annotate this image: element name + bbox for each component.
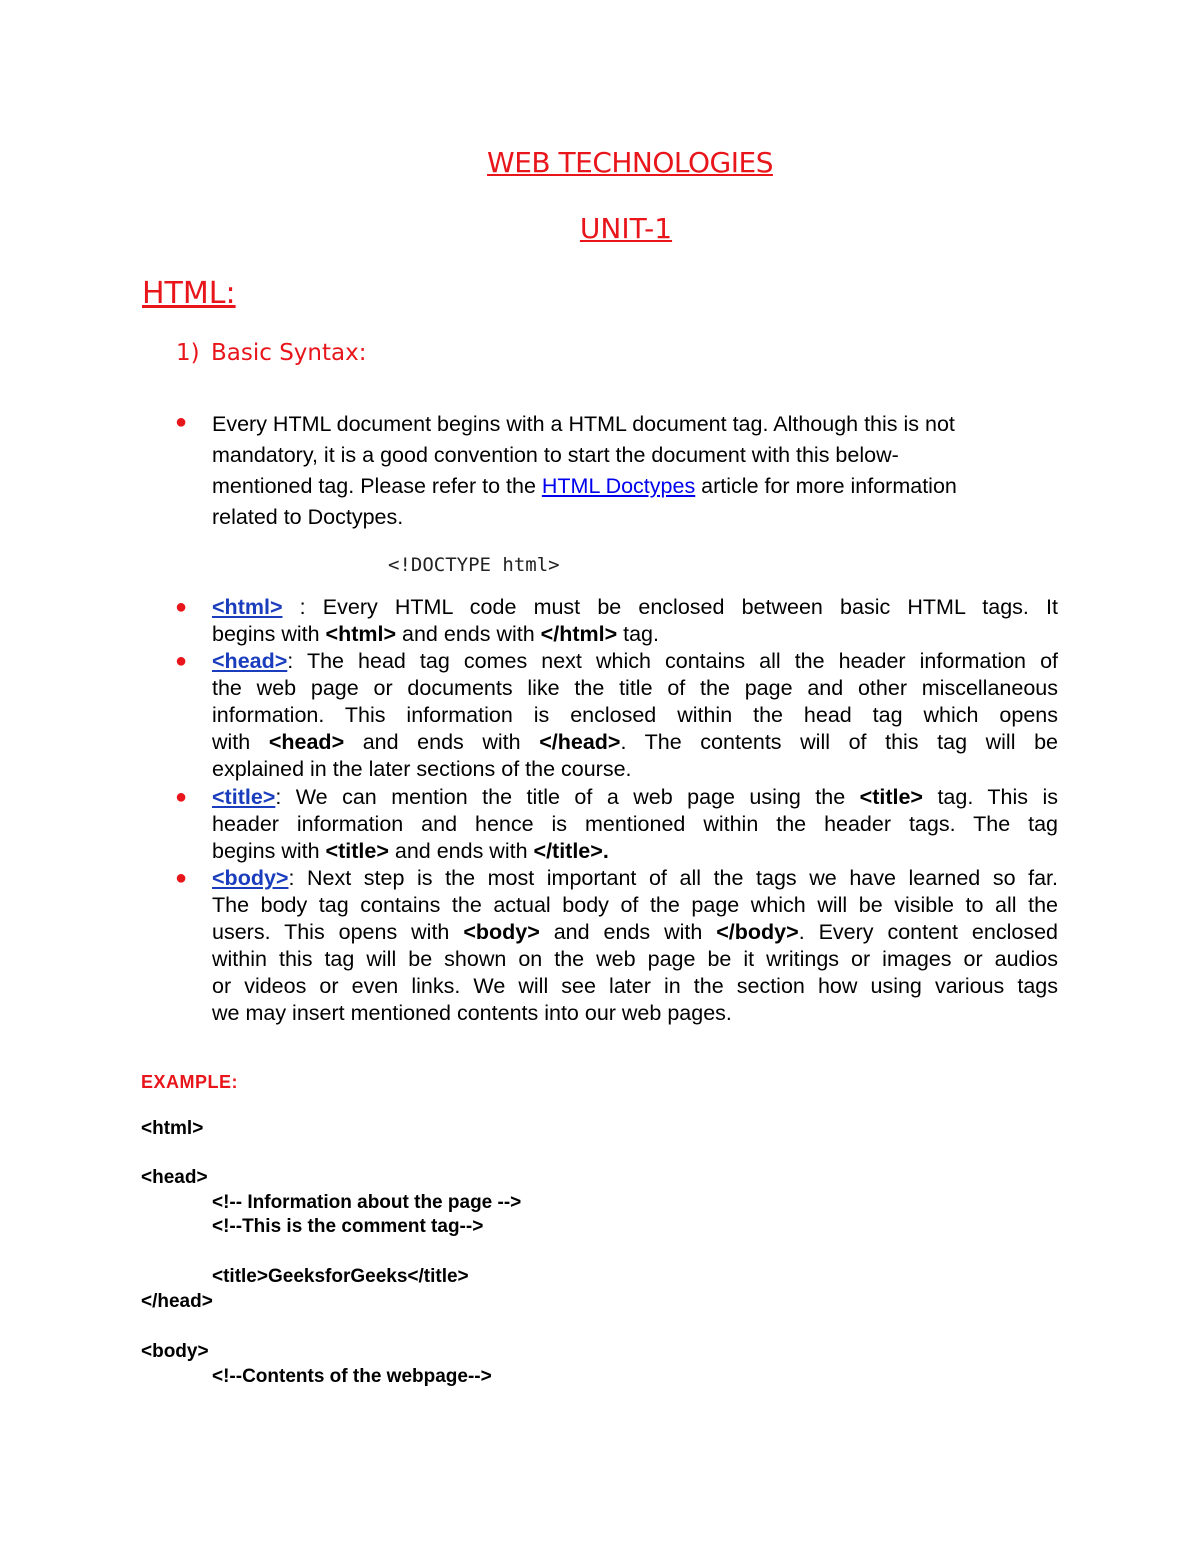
intro-line: Every HTML document begins with a HTML document tag. Although this is not: [212, 412, 955, 436]
paragraph-text: users. This opens with: [212, 920, 464, 944]
code-line: <html>: [141, 1118, 204, 1139]
paragraph-line: [212, 594, 1058, 621]
paragraph-line: information. This information is enclosed within the head tag which opens: [212, 703, 1058, 727]
code-line: </head>: [141, 1291, 213, 1312]
bullet-icon: ●: [175, 650, 188, 672]
example-label: EXAMPLE:: [141, 1072, 239, 1092]
paragraph-line: explained in the later sections of the course.: [212, 757, 632, 781]
paragraph-text: tag.: [617, 622, 659, 646]
inline-tag: <html>: [325, 622, 397, 646]
intro-paragraph: [212, 409, 1058, 533]
html-doctypes-link[interactable]: HTML Doctypes: [541, 474, 696, 498]
inline-tag: </title>.: [533, 839, 609, 863]
title-tag-paragraph: [212, 784, 1058, 865]
intro-line: [212, 471, 1058, 502]
unit-heading: UNIT-1: [579, 212, 673, 245]
title-tag-link[interactable]: <title>: [212, 785, 276, 809]
paragraph-text: . The contents will of this tag will be: [620, 730, 1058, 754]
paragraph-line: header information and hence is mentioned within the header tags. The tag: [212, 812, 1058, 836]
section-heading: HTML:: [142, 276, 236, 311]
paragraph-text: begins with: [212, 622, 326, 646]
intro-text: article for more information: [695, 474, 957, 498]
html-tag-paragraph: [212, 594, 1058, 648]
paragraph-text: tag. This is: [922, 785, 1058, 809]
paragraph-text: begins with: [212, 839, 326, 863]
code-line: <!--Contents of the webpage-->: [212, 1366, 492, 1387]
paragraph-text: with: [212, 730, 269, 754]
body-tag-paragraph: [212, 865, 1058, 1027]
head-tag-link[interactable]: <head>: [212, 649, 288, 673]
paragraph-text: : We can mention the title of a web page using the: [275, 785, 860, 809]
code-line: <head>: [141, 1167, 208, 1188]
paragraph-text: and ends with: [344, 730, 540, 754]
paragraph-line: The body tag contains the actual body of the page which will be visible to all the: [212, 893, 1058, 917]
paragraph-line: [212, 919, 1058, 946]
paragraph-line: within this tag will be shown on the web page be it writings or images or audios: [212, 947, 1058, 971]
intro-line: mandatory, it is a good convention to start the document with this below-: [212, 443, 899, 467]
bullet-icon: ●: [175, 867, 188, 889]
paragraph-line: [212, 648, 1058, 675]
body-tag-link[interactable]: <body>: [212, 866, 289, 890]
head-tag-paragraph: [212, 648, 1058, 783]
paragraph-line: [212, 865, 1058, 892]
paragraph-line: we may insert mentioned contents into our web pages.: [212, 1001, 732, 1025]
intro-text: mentioned tag. Please refer to the: [212, 474, 542, 498]
bullet-icon: ●: [175, 786, 188, 808]
inline-tag: <title>: [325, 839, 389, 863]
code-line: <!--This is the comment tag-->: [212, 1216, 484, 1237]
html-tag-link[interactable]: <html>: [212, 595, 283, 619]
paragraph-line: [212, 838, 1058, 865]
paragraph-text: and ends with: [388, 839, 534, 863]
subsection-number: 1): [176, 340, 200, 366]
paragraph-line: the web page or documents like the title of the page and other miscellaneous: [212, 676, 1058, 700]
code-line: <!-- Information about the page -->: [212, 1192, 522, 1213]
inline-tag: <title>: [859, 785, 923, 809]
intro-line: related to Doctypes.: [212, 505, 404, 529]
paragraph-line: [212, 784, 1058, 811]
inline-tag: </html>: [540, 622, 618, 646]
paragraph-line: [212, 621, 1058, 648]
paragraph-line: [212, 729, 1058, 756]
code-line: <title>GeeksforGeeks</title>: [212, 1266, 469, 1287]
document-title: WEB TECHNOLOGIES: [487, 146, 773, 179]
paragraph-text: : Every HTML code must be enclosed between basic HTML tags. It: [282, 595, 1058, 619]
bullet-icon: ●: [175, 596, 188, 618]
code-line: <body>: [141, 1341, 209, 1362]
paragraph-text: . Every content enclosed: [798, 920, 1058, 944]
inline-tag: <head>: [268, 730, 345, 754]
inline-tag: <body>: [463, 920, 540, 944]
paragraph-line: or videos or even links. We will see later in the section how using various tags: [212, 974, 1058, 998]
paragraph-text: : The head tag comes next which contains all the header information of: [287, 649, 1058, 673]
paragraph-text: and ends with: [396, 622, 541, 646]
bullet-icon: ●: [175, 411, 188, 433]
inline-tag: </body>: [716, 920, 799, 944]
paragraph-text: and ends with: [539, 920, 717, 944]
paragraph-text: : Next step is the most important of all the tags we have learned so far.: [288, 866, 1058, 890]
subsection-title: Basic Syntax:: [211, 340, 367, 366]
subsection-heading: [176, 340, 366, 366]
doctype-code: <!DOCTYPE html>: [388, 554, 560, 576]
inline-tag: </head>: [539, 730, 621, 754]
